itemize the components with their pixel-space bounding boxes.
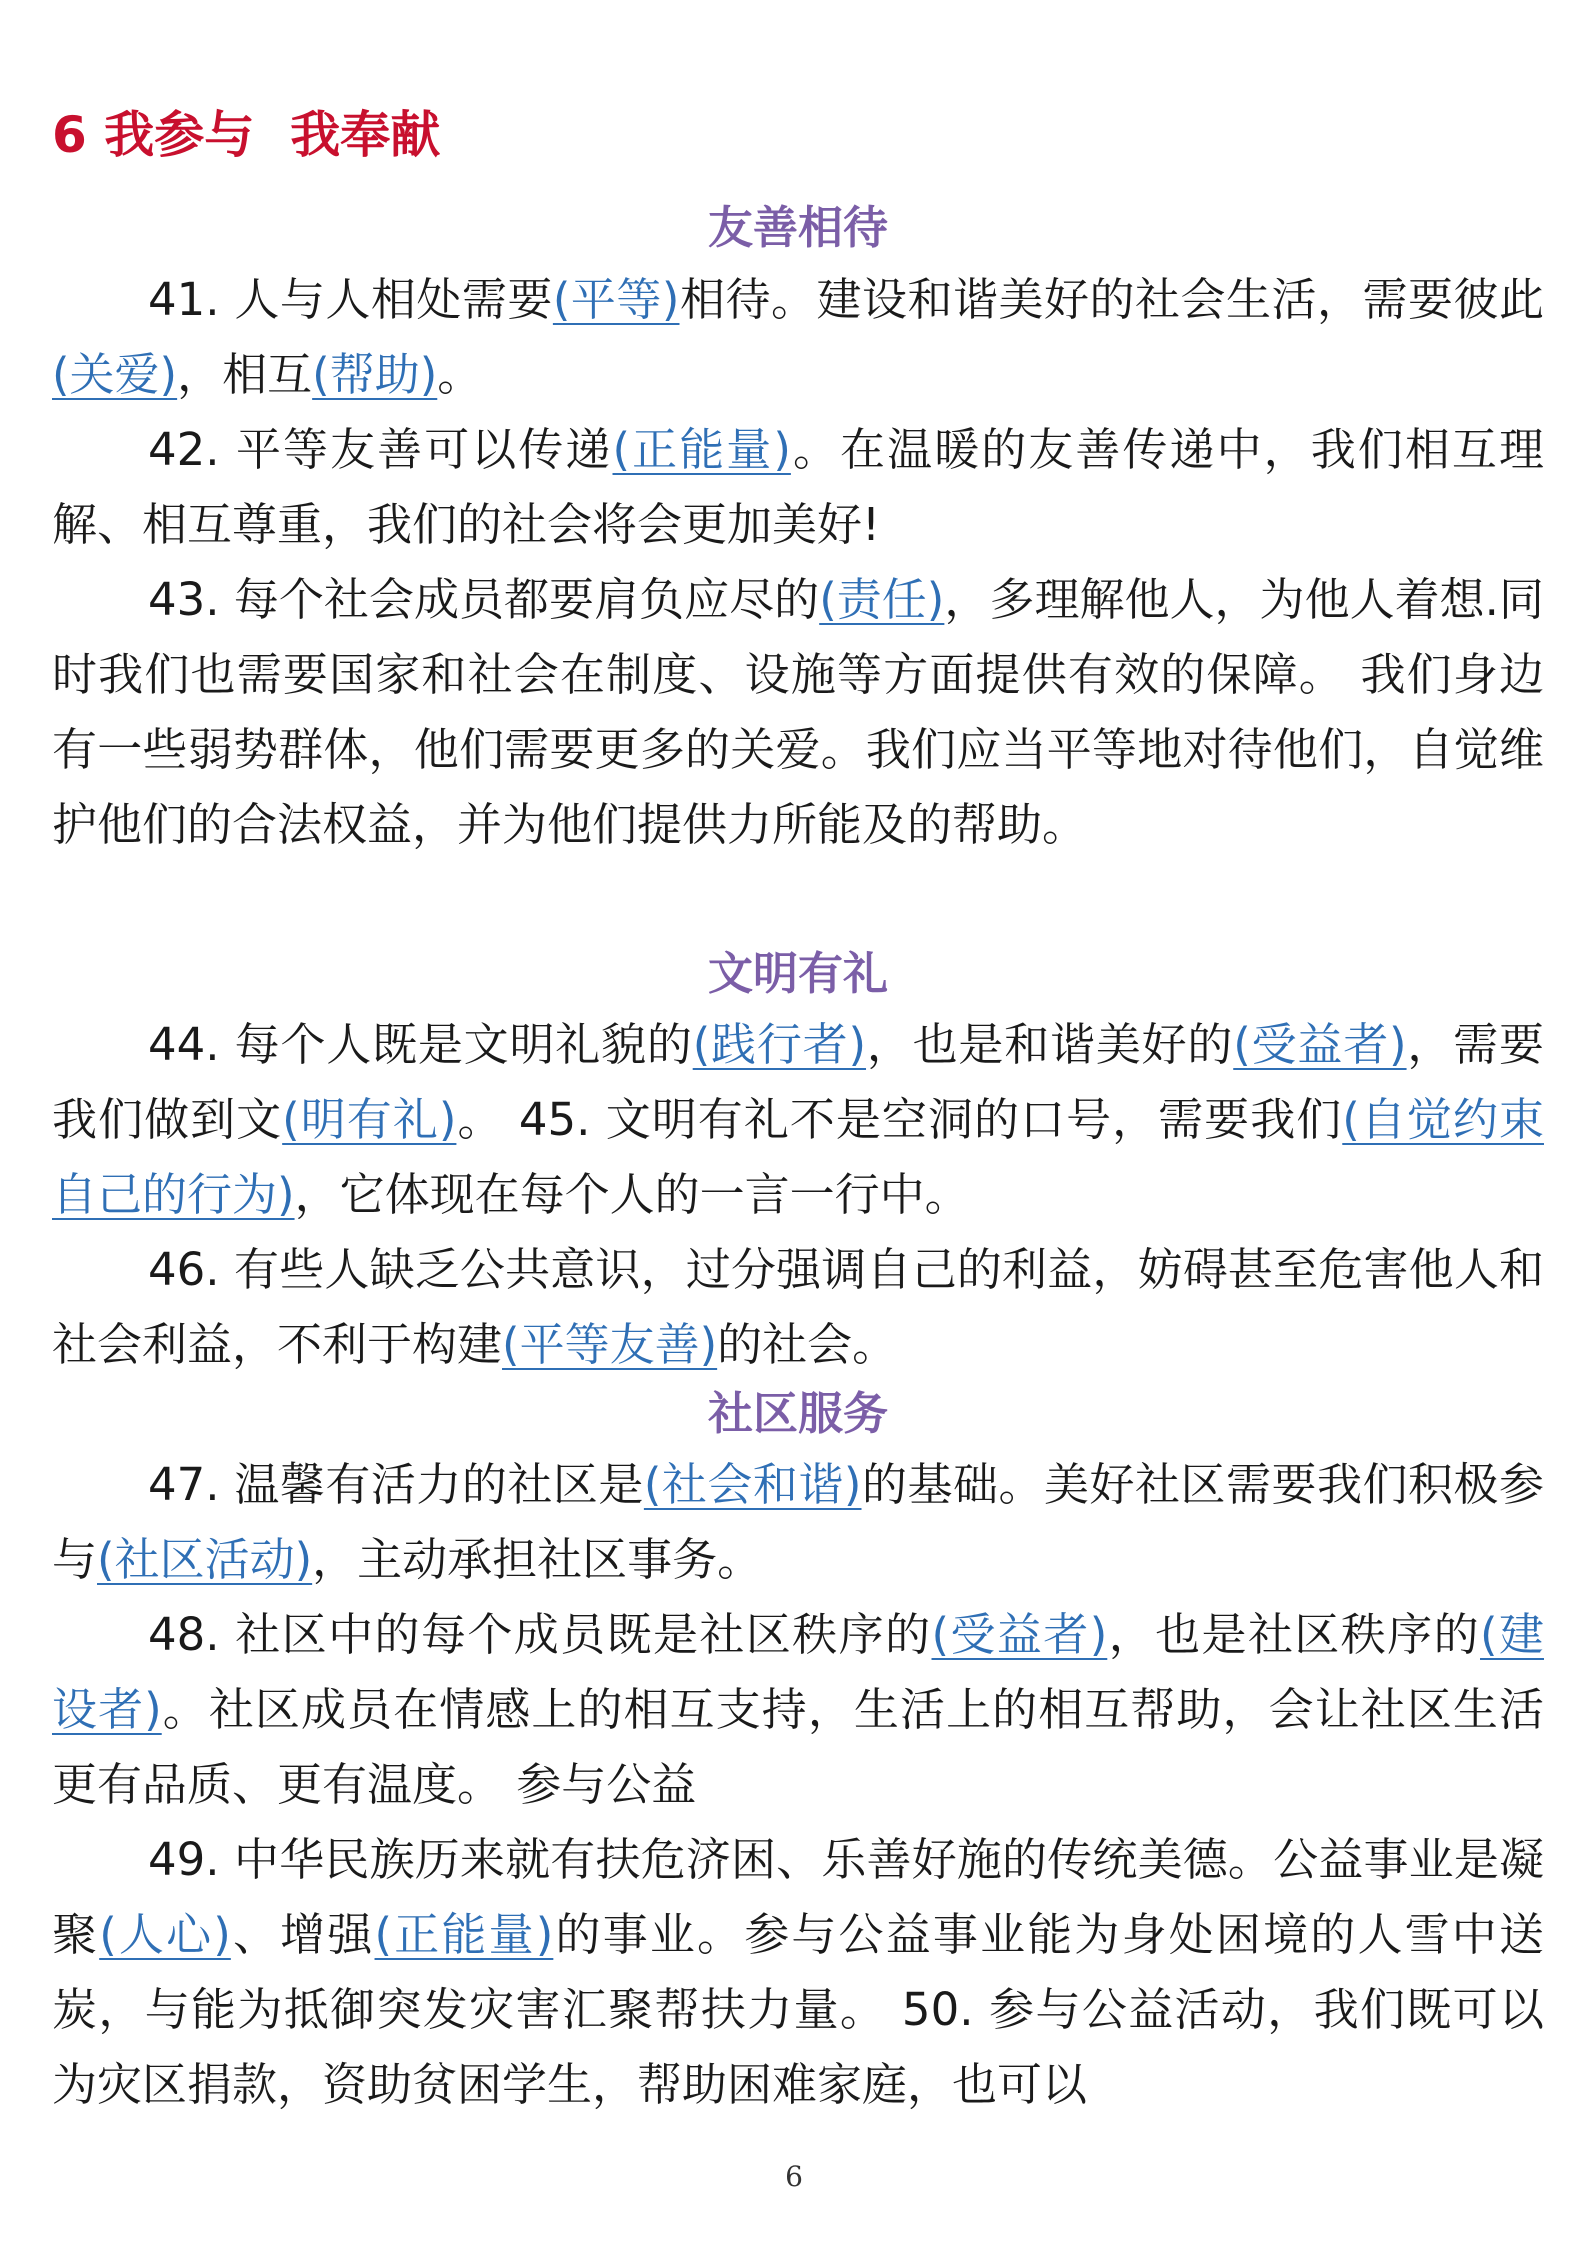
paragraph-44-45 [52, 1007, 1544, 1232]
chapter-title-part-1: 我参与 [104, 106, 255, 164]
text-segment: 的基础。美好社区需要我们积极参与 [52, 1458, 1544, 1586]
answer-blank: (自觉约束自己的行为) [52, 1093, 1544, 1221]
section-heading-civility: 文明有礼 [707, 947, 888, 1000]
text-segment: 41. 人与人相处需要 [148, 273, 553, 326]
answer-blank: (关爱) [52, 348, 178, 401]
paragraph-48 [52, 1597, 1544, 1822]
text-segment: 的社会。 [717, 1318, 898, 1371]
text-segment: 。 45. 文明有礼不是空洞的口号，需要我们 [456, 1093, 1343, 1146]
answer-blank: (正能量) [374, 1908, 554, 1961]
paragraph-49-50 [52, 1822, 1544, 2122]
paragraph-47 [52, 1447, 1544, 1597]
text-segment: ，多理解他人，为他人着想.同时我们也需要国家和社会在制度、设施等方面提供有效的保障。 我们身边有一些弱势群体，他们需要更多的关爱。我们应当平等地对待他们，自觉维护他们的合法权益，并为他们提供力所能及的帮助。 [52, 573, 1544, 851]
text-segment: 44. 每个人既是文明礼貌的 [148, 1018, 693, 1071]
section-heading-friendly: 友善相待 [707, 201, 888, 254]
paragraph-42 [52, 412, 1544, 562]
answer-blank: (责任) [819, 573, 945, 626]
text-segment: ，它体现在每个人的一言一行中。 [294, 1168, 970, 1221]
answer-blank: (践行者) [692, 1018, 867, 1071]
text-segment: 相待。建设和谐美好的社会生活，需要彼此 [679, 273, 1544, 326]
section-heading-community: 社区服务 [707, 1387, 888, 1440]
answer-blank: (建设者) [52, 1608, 1544, 1736]
text-segment: 、增强 [230, 1908, 375, 1961]
page-number: 6 [785, 2160, 803, 2193]
paragraph-46 [52, 1232, 1544, 1382]
answer-blank: (帮助) [312, 348, 438, 401]
answer-blank: (受益者) [1233, 1018, 1407, 1071]
text-segment: ，也是和谐美好的 [866, 1018, 1234, 1071]
paragraph-43 [52, 562, 1544, 862]
answer-blank: (平等) [552, 273, 680, 326]
answer-blank: (受益者) [931, 1608, 1108, 1661]
answer-blank: (社区活动) [97, 1533, 313, 1586]
text-segment: 43. 每个社会成员都要肩负应尽的 [148, 573, 820, 626]
text-segment: 。在温暖的友善传递中，我们相互理解、相互尊重，我们的社会将会更加美好! [52, 423, 1544, 551]
answer-blank: (正能量) [612, 423, 791, 476]
text-segment: 。社区成员在情感上的相互支持，生活上的相互帮助，会让社区生活更有品质、更有温度。 参与公益 [52, 1683, 1544, 1811]
text-segment: 的事业。参与公益事业能为身处困境的人雪中送炭，与能为抵御突发灾害汇聚帮扶力量。 50. 参与公益活动，我们既可以为灾区捐款，资助贫困学生，帮助困难家庭，也可以 [52, 1908, 1544, 2111]
text-segment: 42. 平等友善可以传递 [148, 423, 613, 476]
answer-blank: (人心) [99, 1908, 231, 1961]
answer-blank: (平等友善) [502, 1318, 718, 1371]
chapter-title [52, 100, 440, 170]
text-segment: 47. 温馨有活力的社区是 [148, 1458, 644, 1511]
chapter-number: 6 [52, 106, 87, 164]
text-segment: 。 [437, 348, 483, 401]
text-segment: 46. 有些人缺乏公共意识，过分强调自己的利益，妨碍甚至危害他人和社会利益，不利于构建 [52, 1243, 1544, 1371]
text-segment: 49. 中华民族历来就有扶危济困、乐善好施的传统美德。公益事业是凝聚 [52, 1833, 1544, 1961]
text-segment: ，需要我们做到文 [52, 1018, 1544, 1146]
text-segment: ，主动承担社区事务。 [312, 1533, 763, 1586]
chapter-title-part-2: 我奉献 [290, 106, 441, 164]
answer-blank: (社会和谐) [643, 1458, 862, 1511]
answer-blank: (明有礼) [282, 1093, 457, 1146]
text-segment: ，相互 [177, 348, 313, 401]
text-segment: ，也是社区秩序的 [1107, 1608, 1481, 1661]
paragraph-41 [52, 262, 1544, 412]
text-segment: 48. 社区中的每个成员既是社区秩序的 [148, 1608, 932, 1661]
